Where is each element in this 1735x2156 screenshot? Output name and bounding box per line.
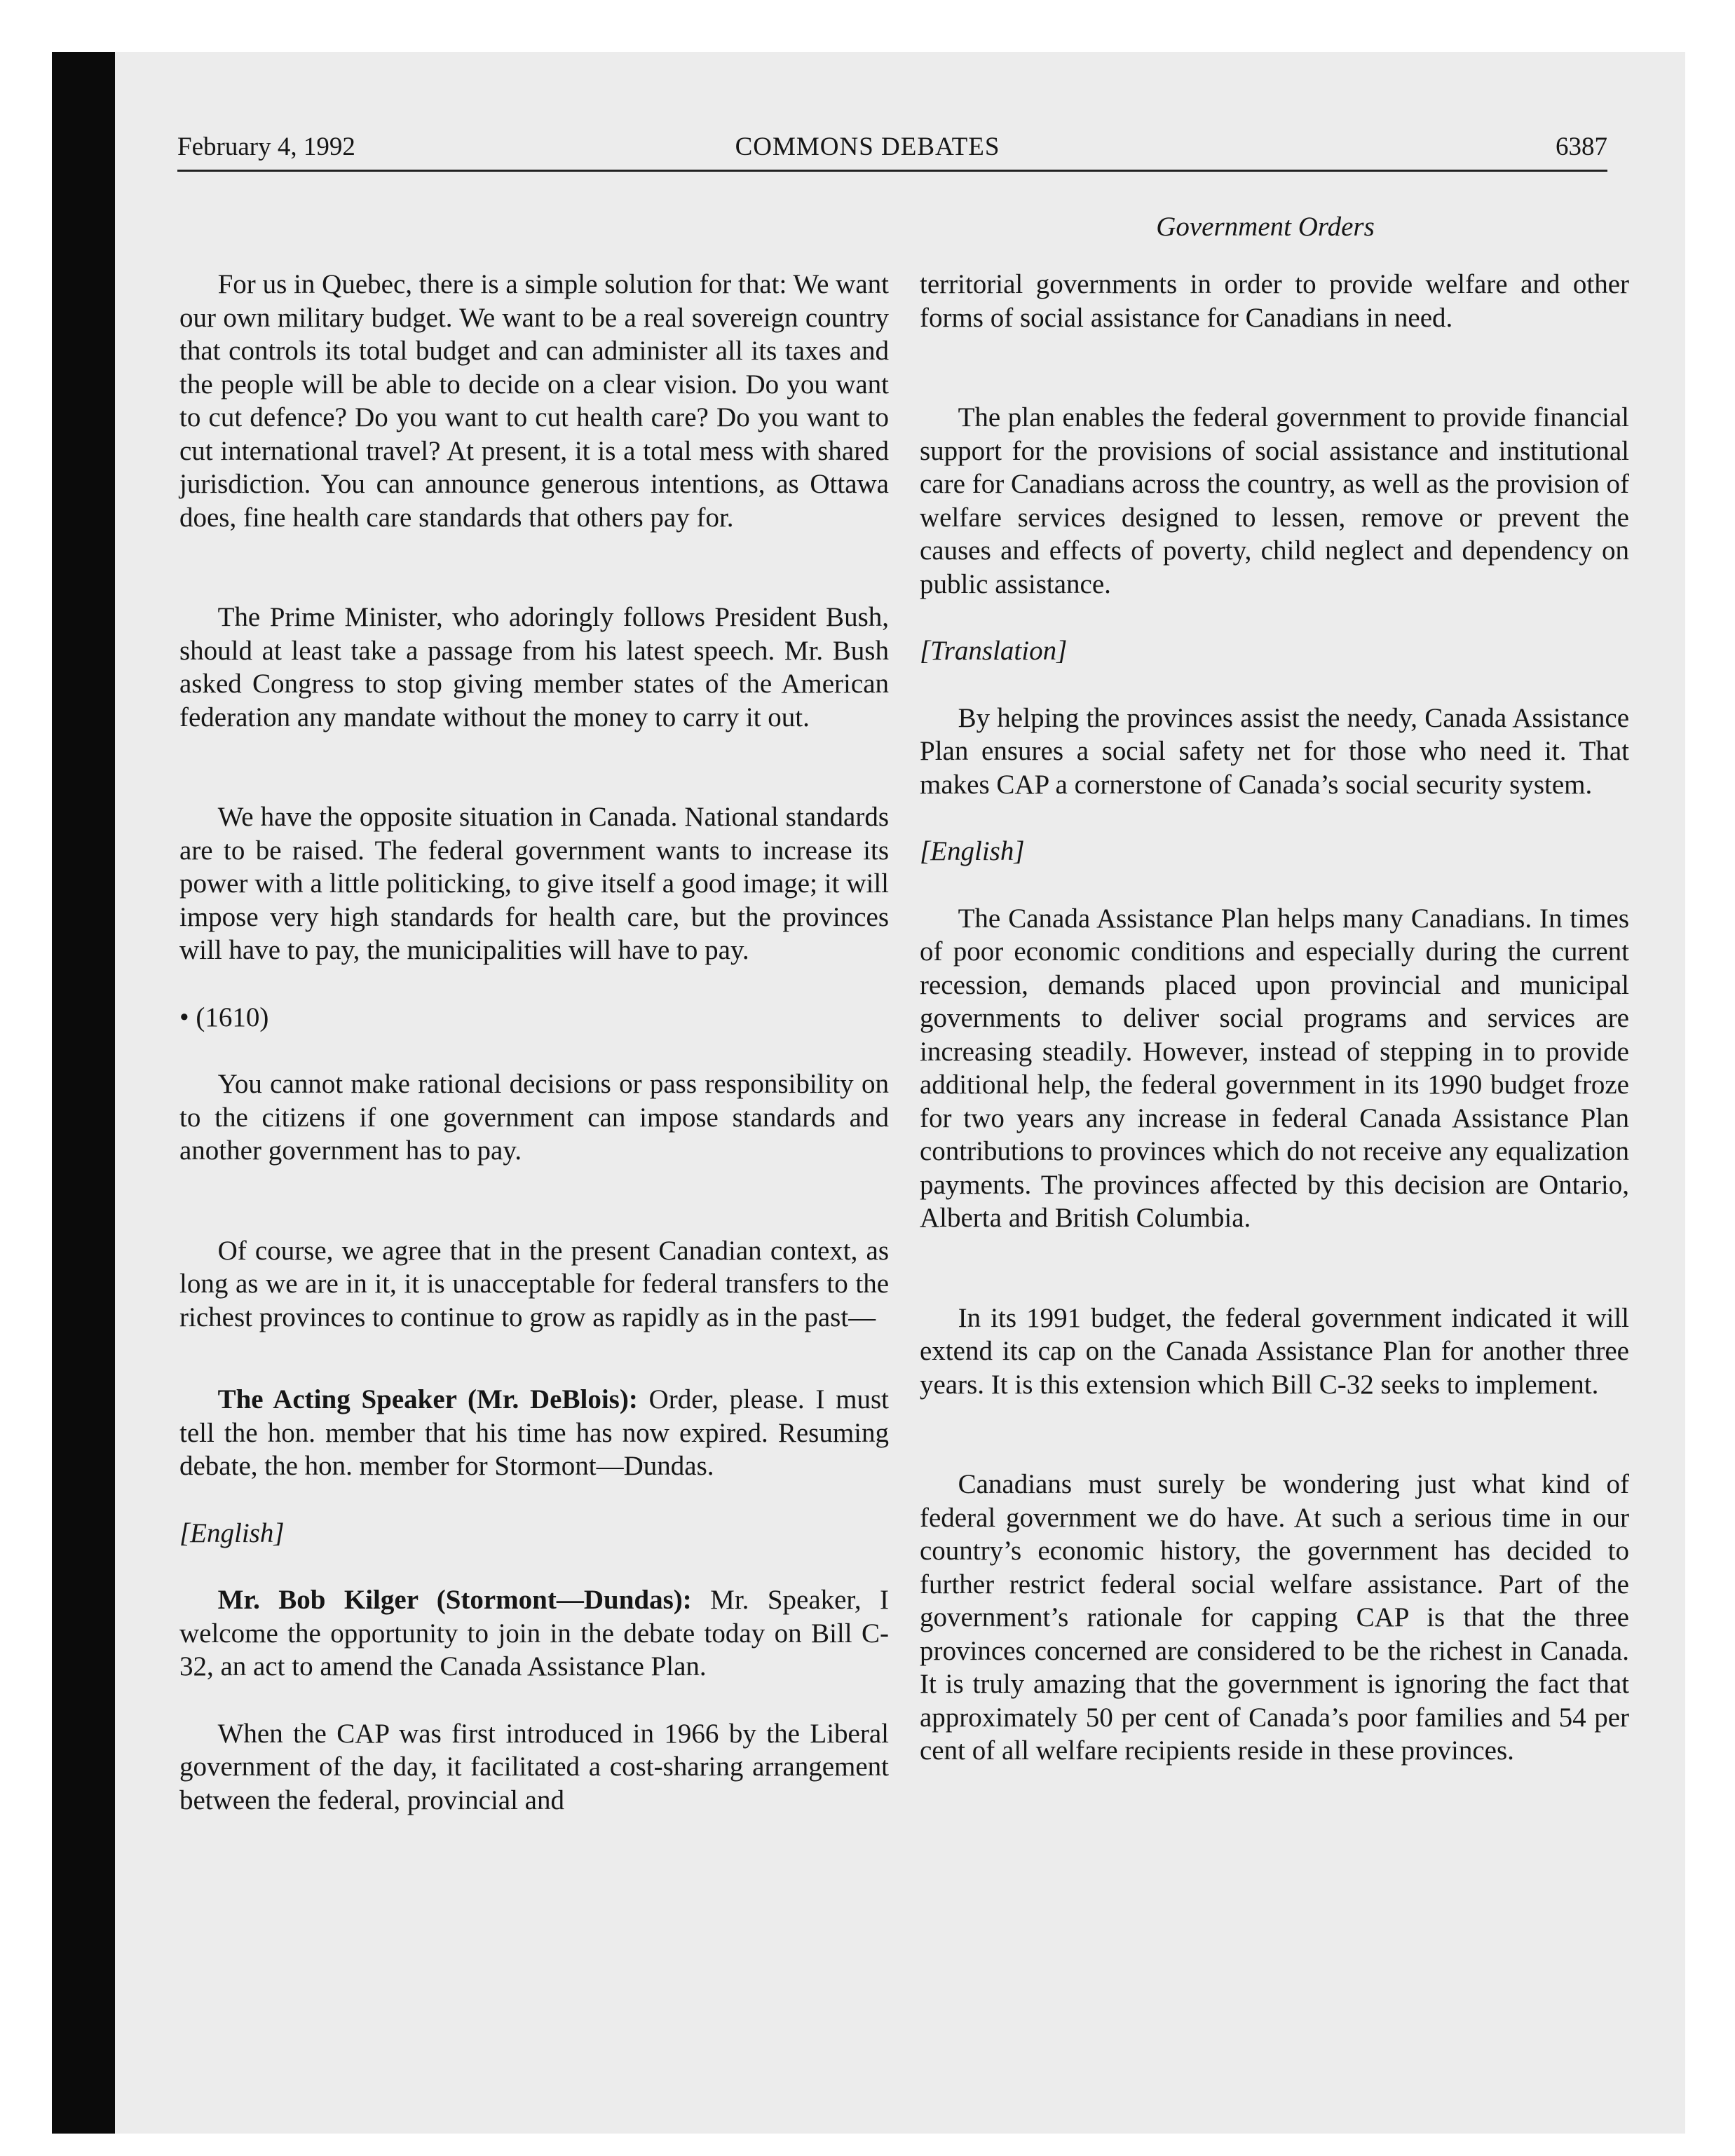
time-marker: • (1610) (179, 1002, 269, 1032)
header-page-number: 6387 (1556, 132, 1607, 161)
speaker-text: Mr. Speaker, I welcome the opportunity to join in the debate today on Bill C-32, an act to amend the Canada Assistance Plan. (179, 1585, 889, 1681)
language-tag: [English] (920, 836, 1025, 866)
speaker-name: The Acting Speaker (Mr. DeBlois): (217, 1384, 638, 1414)
paragraph: Of course, we agree that in the present Canadian context, as long as we are in it, it is unacceptable for federal transfers to the richest provinces to continue to grow as rapidly as in the past— (179, 1235, 889, 1332)
speaker-paragraph (179, 1383, 889, 1483)
paragraph: We have the opposite situation in Canada. National standards are to be raised. The federal government wants to increase its power with a little politicking, to give itself a good image; it will impose very high standards for health care, but the provinces will have to pay, the municipalities will have to pay. (179, 802, 889, 965)
right-column (920, 268, 1629, 1768)
speaker-name: Mr. Bob Kilger (Stormont—Dundas): (217, 1585, 692, 1615)
left-column (179, 268, 889, 1817)
paragraph: The plan enables the federal government to provide financial support for the provisions of social assistance and institutional care for Canadians across the country, as well as the provision of welfare services designed to lessen, remove or prevent the causes and effects of poverty, child neglect and dependency on public assistance. (920, 402, 1629, 599)
paragraph: When the CAP was first introduced in 1966 by the Liberal government of the day, it facilitated a cost-sharing arrangement between the federal, provincial and (179, 1718, 889, 1815)
header-date: February 4, 1992 (177, 132, 355, 161)
paragraph: The Prime Minister, who adoringly follows President Bush, should at least take a passage from his latest speech. Mr. Bush asked Congress to stop giving member states of the American federation any mandate without the money to carry it out. (179, 602, 889, 732)
header-rule (177, 170, 1607, 172)
speaker-paragraph (179, 1583, 889, 1684)
translation-tag: [Translation] (920, 636, 1068, 666)
speaker-text: Order, please. I must tell the hon. member that his time has now expired. Resuming debate, the hon. member for Stormont—Dundas. (179, 1384, 889, 1481)
binding-shadow (52, 52, 115, 2134)
paragraph: territorial governments in order to provide welfare and other forms of social assistance for Canadians in need. (920, 269, 1629, 333)
paragraph: For us in Quebec, there is a simple solution for that: We want our own military budget. We want to be a real sovereign country that controls its total budget and can administer all its taxes and the people will be able to decide on a clear vision. Do you want to cut defence? Do you want to cut health care? Do you want to cut international travel? At present, it is a total mess with shared jurisdiction. You can announce generous intentions, as Ottawa does, fine health care standards that others pay for. (179, 269, 889, 533)
paragraph: You cannot make rational decisions or pass responsibility on to the citizens if one government can impose standards and another government has to pay. (179, 1069, 889, 1166)
section-title: Government Orders (1156, 212, 1375, 242)
paragraph: Canadians must surely be wondering just what kind of federal government we do have. At such a serious time in our country’s economic history, the government has decided to further restrict federal social welfare assistance. Part of the government’s rationale for capping CAP is that the three provinces concerned are considered to be the richest in Canada. It is truly amazing that the government is ignoring the fact that approximately 50 per cent of Canada’s poor families and 54 per cent of all welfare recipients reside in these provinces. (920, 1469, 1629, 1766)
language-tag: [English] (179, 1517, 285, 1548)
header-title: COMMONS DEBATES (735, 132, 1000, 161)
paragraph: In its 1991 budget, the federal government indicated it will extend its cap on the Canada Assistance Plan for another three years. It is this extension which Bill C-32 seeks to implement. (920, 1302, 1629, 1400)
paragraph: By helping the provinces assist the needy, Canada Assistance Plan ensures a social safety net for those who need it. That makes CAP a cornerstone of Canada’s social security system. (920, 702, 1629, 800)
paragraph: The Canada Assistance Plan helps many Canadians. In times of poor economic conditions and especially during the current recession, demands placed upon provincial and municipal governments to deliver social programs and services are increasing steadily. However, instead of stepping in to provide additional help, the federal government in its 1990 budget froze for two years any increase in federal Canada Assistance Plan contributions to provinces which do not receive any equalization payments. The provinces affected by this decision are Ontario, Alberta and British Columbia. (920, 903, 1629, 1233)
